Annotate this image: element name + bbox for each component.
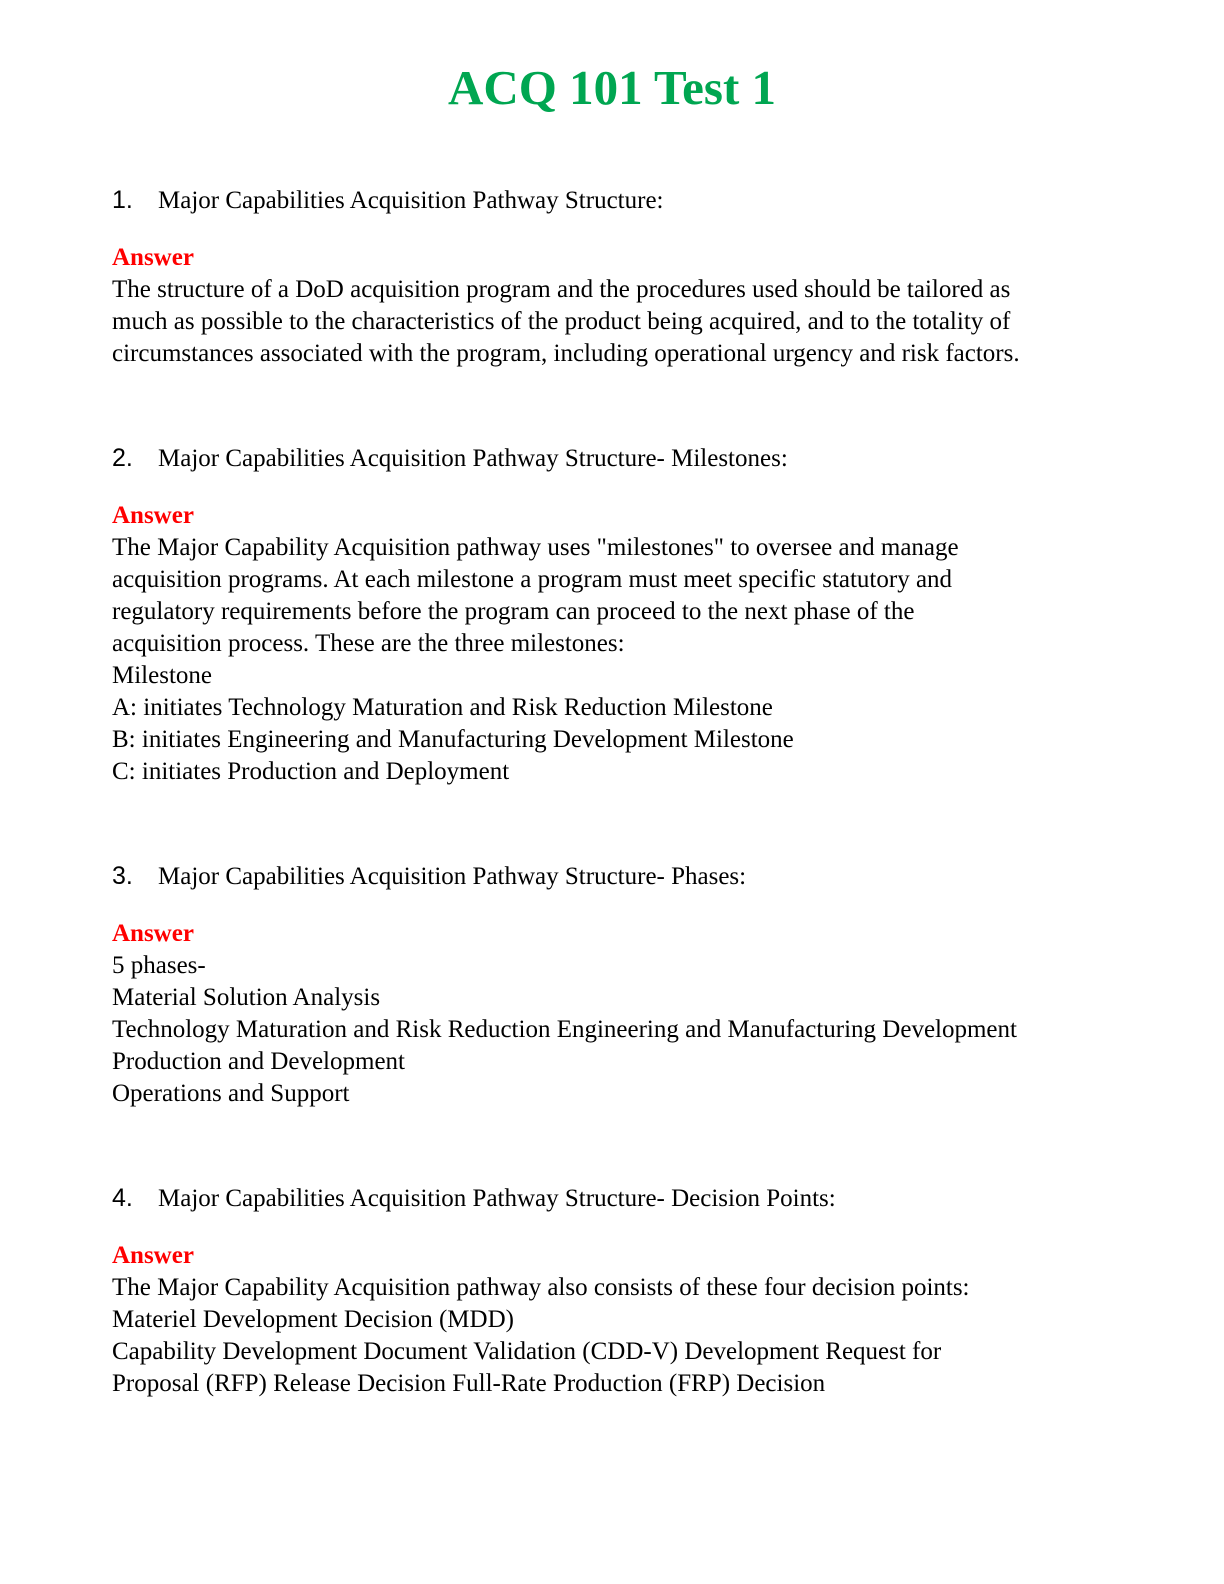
answer-line: The Major Capability Acquisition pathway also consists of these four decision points: [112, 1274, 970, 1301]
answer-line: Material Solution Analysis [112, 984, 381, 1011]
answer-line: acquisition process. These are the three milestones: [112, 630, 625, 657]
answer-line: circumstances associated with the program, including operational urgency and risk factors. [112, 340, 1020, 367]
question-text: Major Capabilities Acquisition Pathway Structure- Milestones: [158, 445, 788, 472]
answer-line: Capability Development Document Validation (CDD-V) Development Request for [112, 1338, 942, 1365]
question-number: 2. [112, 444, 133, 472]
question-text: Major Capabilities Acquisition Pathway Structure- Decision Points: [158, 1185, 836, 1212]
answer-line: acquisition programs. At each milestone a program must meet specific statutory and [112, 566, 953, 593]
answer-line: B: initiates Engineering and Manufacturing Development Milestone [112, 726, 794, 753]
answer-body [112, 274, 1132, 370]
answer-body [112, 1272, 1132, 1400]
answer-line: Operations and Support [112, 1080, 350, 1107]
answer-label: Answer [112, 244, 194, 271]
question-text: Major Capabilities Acquisition Pathway Structure: [158, 187, 664, 214]
answer-body [112, 532, 1132, 788]
answer-line: A: initiates Technology Maturation and Risk Reduction Milestone [112, 694, 773, 721]
question-heading [112, 182, 1132, 218]
question-4 [112, 1180, 1132, 1400]
question-number: 4. [112, 1184, 133, 1212]
answer-line: Production and Development [112, 1048, 405, 1075]
answer-line: Milestone [112, 662, 212, 689]
question-1 [112, 182, 1132, 370]
answer-line: Technology Maturation and Risk Reduction Engineering and Manufacturing Development [112, 1016, 1017, 1043]
answer-label: Answer [112, 502, 194, 529]
answer-line: C: initiates Production and Deployment [112, 758, 510, 785]
answer-line: The Major Capability Acquisition pathway uses "milestones" to oversee and manage [112, 534, 959, 561]
question-heading [112, 858, 1132, 894]
question-number: 3. [112, 862, 133, 890]
question-text: Major Capabilities Acquisition Pathway Structure- Phases: [158, 863, 747, 890]
answer-line: 5 phases- [112, 952, 206, 979]
answer-body [112, 950, 1132, 1110]
question-heading [112, 1180, 1132, 1216]
question-3 [112, 858, 1132, 1110]
question-number: 1. [112, 186, 133, 214]
answer-line: Proposal (RFP) Release Decision Full-Rate Production (FRP) Decision [112, 1370, 826, 1397]
answer-line: Materiel Development Decision (MDD) [112, 1306, 514, 1333]
page-title: ACQ 101 Test 1 [447, 60, 777, 115]
answer-line: much as possible to the characteristics of the product being acquired, and to the totality of [112, 308, 1011, 335]
answer-label: Answer [112, 920, 194, 947]
answer-label: Answer [112, 1242, 194, 1269]
answer-line: The structure of a DoD acquisition program and the procedures used should be tailored as [112, 276, 1011, 303]
question-heading [112, 440, 1132, 476]
answer-line: regulatory requirements before the program can proceed to the next phase of the [112, 598, 915, 625]
question-2 [112, 440, 1132, 788]
